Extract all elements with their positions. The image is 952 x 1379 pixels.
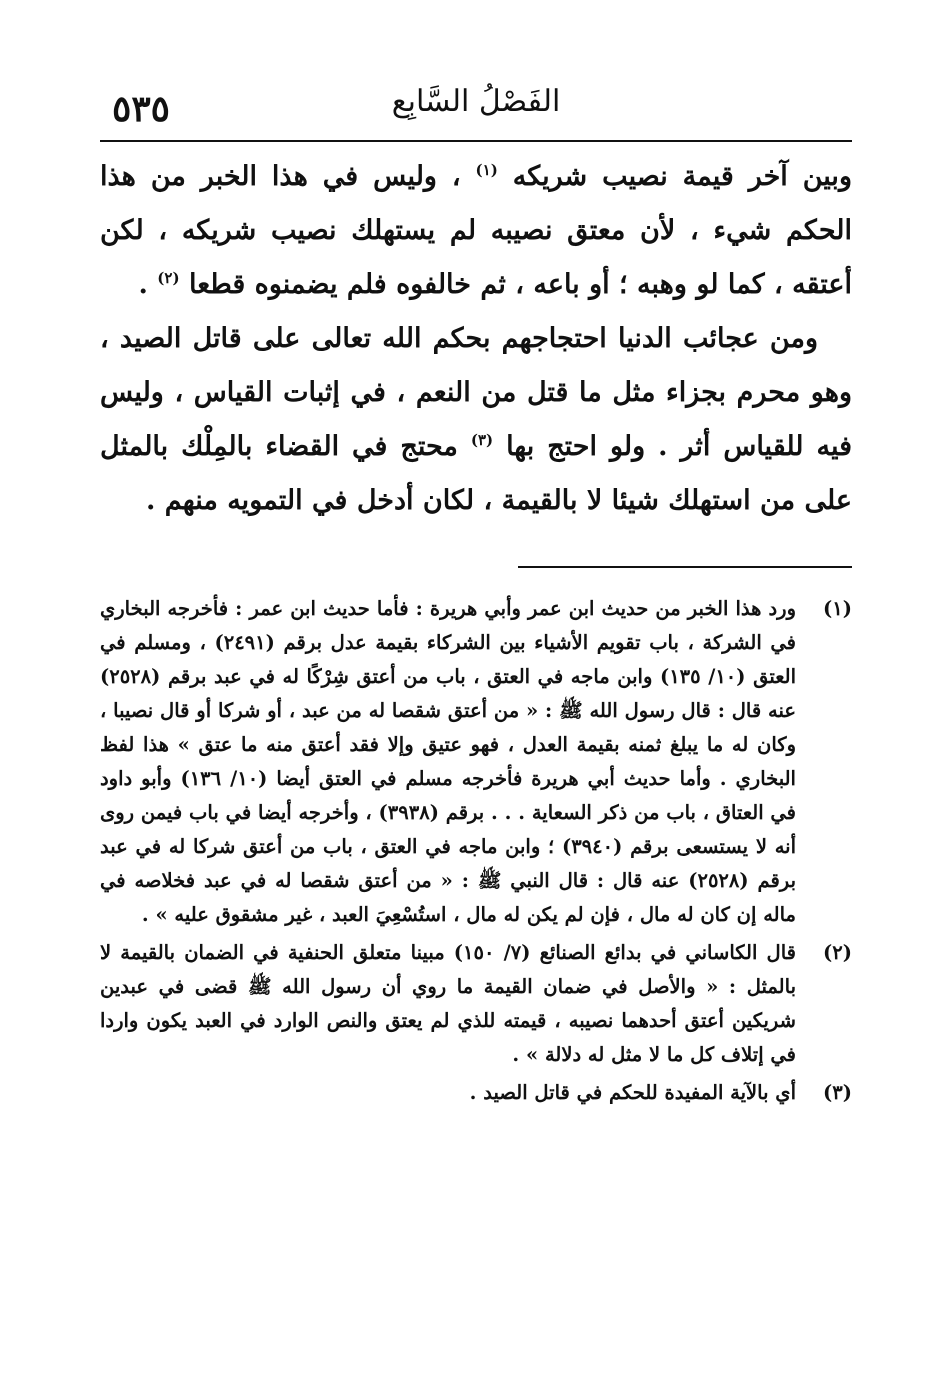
- footnote-ref: (٢): [157, 269, 180, 287]
- header-rule: [100, 140, 852, 142]
- footnote: [100, 592, 852, 932]
- footnote-text: قال الكاساني في بدائع الصنائع (٧/ ١٥٠) مبينا متعلق الحنفية في الضمان بالقيمة لا بالمثل : « والأصل في ضمان القيمة ما روي أن رسول الله ﷺ قضى في عبدين شريكين أعتق أحدهما نصيبه ، قيمته للذي لم يعتق والنص الوارد في العبد يكون واردا في إتلاف كل ما لا مثل له دلالة » .: [100, 941, 796, 1066]
- footnote: [100, 1076, 852, 1110]
- chapter-title: الفَصْلُ السَّابِع: [391, 84, 561, 119]
- footnotes: [100, 592, 852, 1114]
- main-text: [100, 150, 852, 528]
- paragraph: [100, 312, 852, 528]
- footnote-number: (٢): [823, 941, 852, 964]
- paragraph: [100, 150, 852, 312]
- footnote: [100, 936, 852, 1072]
- footnote-ref: (٣): [470, 431, 494, 449]
- footnote-number: (٣): [823, 1081, 852, 1104]
- footnote-text: أي بالآية المفيدة للحكم في قاتل الصيد .: [469, 1081, 796, 1104]
- page-header: [100, 78, 852, 148]
- footnote-ref: (١): [475, 161, 498, 179]
- paragraph-text: ، وليس في هذا الخبر من هذا الحكم شيء ، لأن معتق نصيبه لم يستهلك نصيب شريكه ، لكن أعتقه ، كما لو وهبه ؛ أو باعه ، ثم خالفوه فلم يضمنوه قطعا: [100, 161, 852, 300]
- page-number: ٥٣٥: [112, 88, 171, 130]
- footnote-separator: [518, 566, 852, 568]
- paragraph-text: ومن عجائب الدنيا احتجاجهم بحكم الله تعالى على قاتل الصيد ، وهو محرم بجزاء مثل ما قتل من النعم ، في إثبات القياس ، وليس فيه للقياس أثر . ولو احتج بها: [100, 323, 853, 462]
- footnote-text: ورد هذا الخبر من حديث ابن عمر وأبي هريرة : فأما حديث ابن عمر : فأخرجه البخاري في الشركة ، باب تقويم الأشياء بين الشركاء بقيمة عدل برقم (٢٤٩١) ، ومسلم في العتق (١٠/ ١٣٥) وابن ماجه في العتق ، باب من أعتق شِرْكًا له في عبد برقم (٢٥٢٨) عنه قال : قال رسول الله ﷺ : « من أعتق شقصا له من عبد ، أو شركا أو قال نصيبا ، وكان له ما يبلغ ثمنه بقيمة العدل ، فهو عتيق وإلا فقد أعتق منه ما عتق » هذا لفظ البخاري . وأما حديث أبي هريرة فأخرجه مسلم في العتق أيضا (١٠/ ١٣٦) وأبو داود في العتاق ، باب من ذكر السعاية . . . برقم (٣٩٣٨) ، وأخرجه أيضا في باب فيمن روى أنه لا يستسعى برقم (٣٩٤٠) ؛ وابن ماجه في العتق ، باب من أعتق شركا له في عبد برقم (٢٥٢٨) عنه قال : قال النبي ﷺ : « من أعتق شقصا له في عبد فخلاصه في ماله إن كان له مال ، فإن لم يكن له مال ، استُسْعِيَ العبد ، غير مشقوق عليه » .: [100, 597, 796, 926]
- paragraph-text: وبين آخر قيمة نصيب شريكه: [497, 161, 852, 192]
- paragraph-text: .: [138, 269, 158, 300]
- paragraph-text: محتج في القضاء بالمِلْك بالمثل على من استهلك شيئا لا بالقيمة ، لكان أدخل في التمويه منهم .: [100, 431, 852, 516]
- footnote-number: (١): [823, 597, 852, 620]
